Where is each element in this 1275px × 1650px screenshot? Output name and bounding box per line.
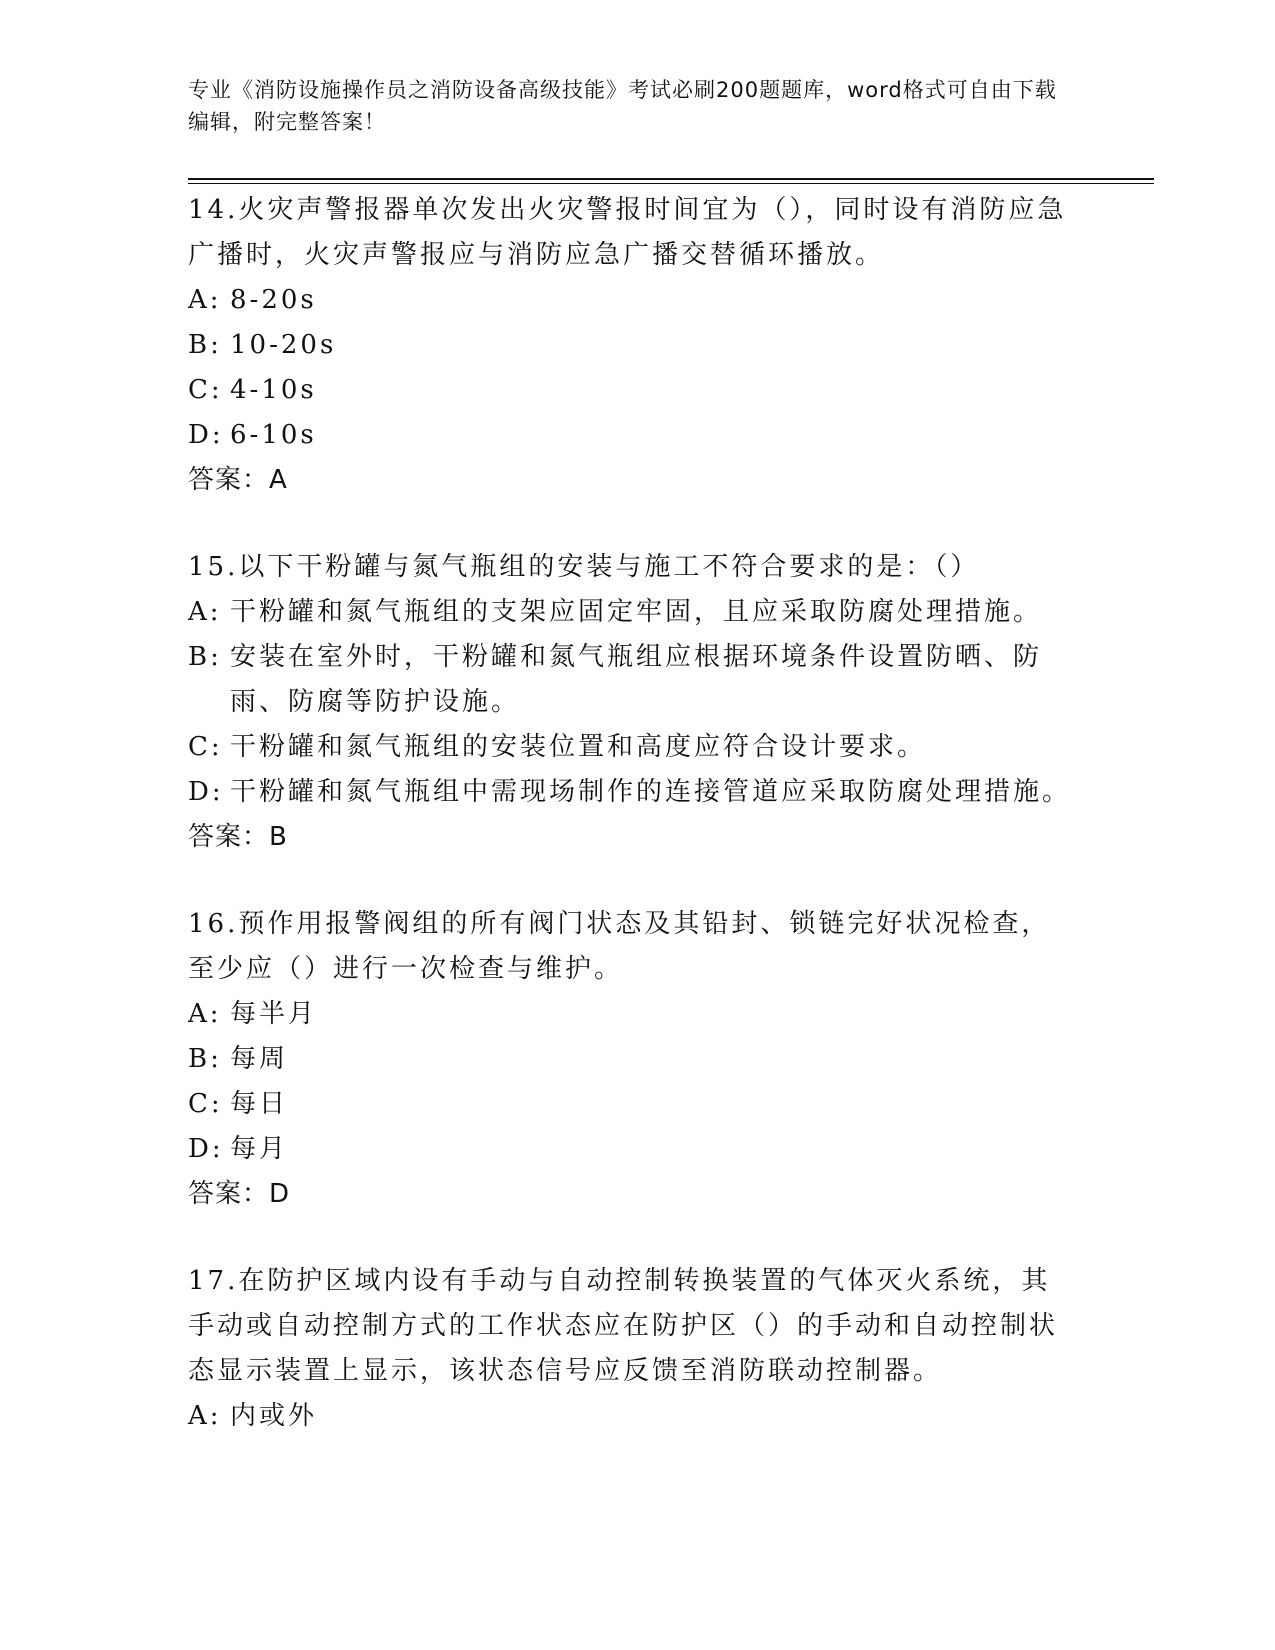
option-key: A: xyxy=(188,1401,222,1431)
option-key: A: xyxy=(188,597,222,627)
option-text: 10-20s xyxy=(230,330,337,360)
question-stem: 16.预作用报警阀组的所有阀门状态及其铅封、锁链完好状况检查，至少应（）进行一次检查与维护。 xyxy=(188,909,1051,984)
option-text: 4-10s xyxy=(230,375,317,405)
question-stem: 17.在防护区域内设有手动与自动控制转换装置的气体灭火系统，其手动或自动控制方式的工作状态应在防护区（）的手动和自动控制状态显示装置上显示，该状态信号应反馈至消防联动控制器。 xyxy=(188,1266,1059,1386)
option-c xyxy=(188,725,1088,770)
option-key: C: xyxy=(188,375,223,405)
option-d xyxy=(188,1127,1088,1172)
option-a xyxy=(188,278,1088,323)
question-list xyxy=(188,188,1088,1439)
option-key: B: xyxy=(188,330,222,360)
option-a xyxy=(188,590,1088,635)
option-c xyxy=(188,1082,1088,1127)
answer-line: 答案：A xyxy=(188,465,288,495)
answer-line: 答案：B xyxy=(188,822,288,852)
option-a xyxy=(188,992,1088,1037)
option-key: B: xyxy=(188,642,222,672)
option-text: 每月 xyxy=(230,1134,289,1164)
option-key: D: xyxy=(188,777,224,807)
option-d xyxy=(188,770,1088,815)
option-b xyxy=(188,1037,1088,1082)
option-text: 干粉罐和氮气瓶组的安装位置和高度应符合设计要求。 xyxy=(230,732,927,762)
option-key: C: xyxy=(188,1089,223,1119)
option-key: D: xyxy=(188,1134,224,1164)
option-text: 每半月 xyxy=(230,999,318,1029)
header-divider-thick xyxy=(188,178,1154,180)
option-key: B: xyxy=(188,1044,222,1074)
question-17 xyxy=(188,1259,1088,1439)
option-a xyxy=(188,1394,1088,1439)
option-text: 每周 xyxy=(230,1044,289,1074)
option-b xyxy=(188,635,1088,725)
question-14 xyxy=(188,188,1088,503)
option-key: D: xyxy=(188,420,224,450)
option-text: 6-10s xyxy=(230,420,317,450)
header-divider-thin xyxy=(188,183,1154,184)
document-header xyxy=(188,74,1068,138)
question-stem: 15.以下干粉罐与氮气瓶组的安装与施工不符合要求的是：（） xyxy=(188,552,980,582)
option-key: C: xyxy=(188,732,223,762)
answer-line: 答案：D xyxy=(188,1179,291,1209)
option-d xyxy=(188,413,1088,458)
question-stem: 14.火灾声警报器单次发出火灾警报时间宜为（），同时设有消防应急广播时，火灾声警报应与消防应急广播交替循环播放。 xyxy=(188,195,1067,270)
option-text: 每日 xyxy=(230,1089,289,1119)
option-text: 干粉罐和氮气瓶组的支架应固定牢固，且应采取防腐处理措施。 xyxy=(230,597,1043,627)
option-b xyxy=(188,323,1088,368)
option-text: 干粉罐和氮气瓶组中需现场制作的连接管道应采取防腐处理措施。 xyxy=(230,777,1072,807)
option-text: 安装在室外时，干粉罐和氮气瓶组应根据环境条件设置防晒、防雨、防腐等防护设施。 xyxy=(230,642,1043,717)
question-16 xyxy=(188,902,1088,1217)
option-text: 8-20s xyxy=(230,285,317,315)
option-key: A: xyxy=(188,285,222,315)
option-c xyxy=(188,368,1088,413)
header-text: 专业《消防设施操作员之消防设备高级技能》考试必刷200题题库，word格式可自由下载编辑，附完整答案！ xyxy=(188,78,1057,134)
option-text: 内或外 xyxy=(230,1401,318,1431)
question-15 xyxy=(188,545,1088,860)
option-key: A: xyxy=(188,999,222,1029)
